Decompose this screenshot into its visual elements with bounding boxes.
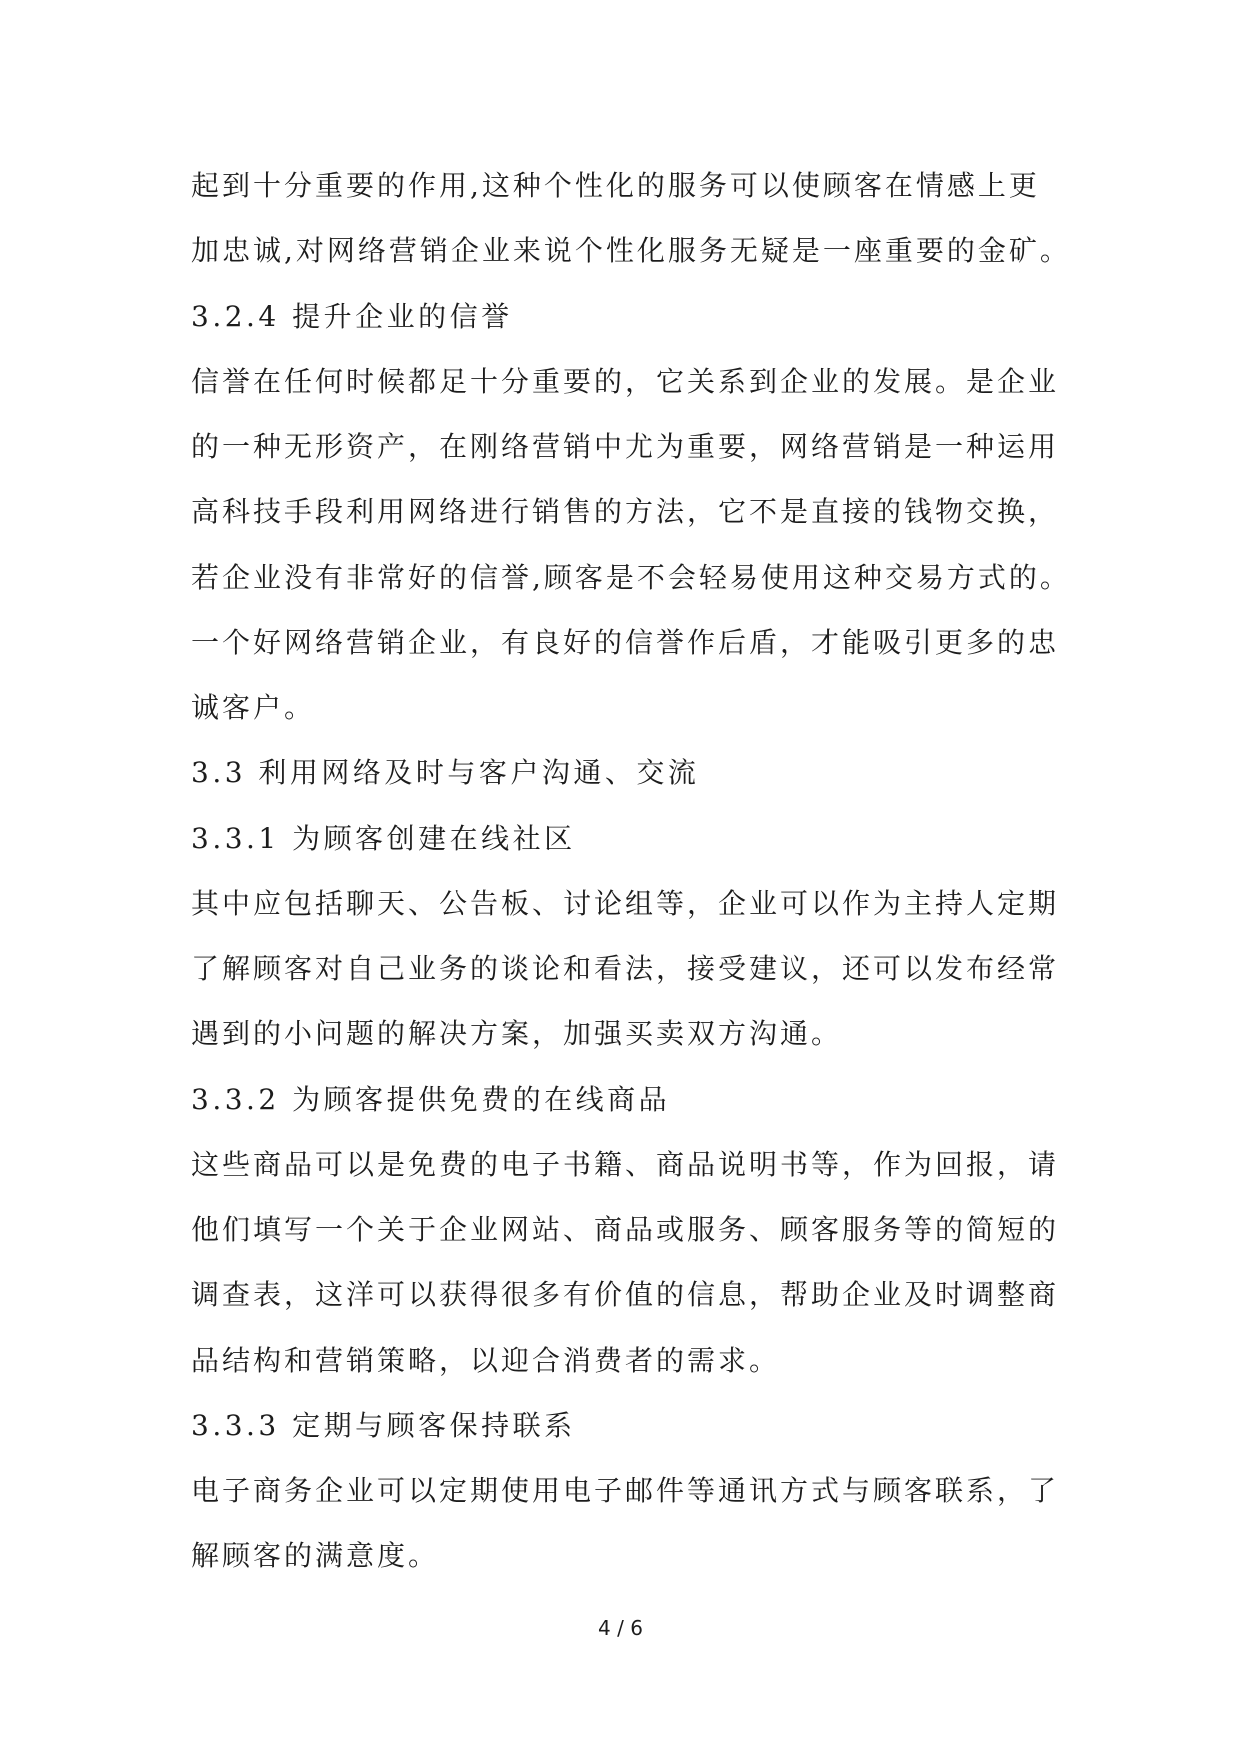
document-body <box>191 153 1191 1589</box>
section-3-3-3 <box>191 1393 1191 1589</box>
paragraph-line: 其中应包括聊天、公告板、讨论组等，企业可以作为主持人定期 <box>191 886 1060 920</box>
paragraph-line: 若企业没有非常好的信誉,顾客是不会轻易使用这种交易方式的。 <box>191 560 1071 594</box>
section-3-3 <box>191 740 1191 805</box>
paragraph-line: 加忠诚,对网络营销企业来说个性化服务无疑是一座重要的金矿。 <box>191 234 1071 268</box>
paragraph-line: 高科技手段利用网络进行销售的方法，它不是直接的钱物交换， <box>191 495 1060 529</box>
paragraph-line: 他们填写一个关于企业网站、商品或服务、顾客服务等的简短的 <box>191 1213 1060 1246</box>
paragraph-line: 调查表，这洋可以获得很多有价值的信息，帮助企业及时调整商 <box>191 1278 1060 1312</box>
section-3-3-1 <box>191 806 1191 1067</box>
section-3-2-4 <box>191 284 1191 741</box>
section-heading: 3.3.2 为顾客提供免费的在线商品 <box>191 1082 671 1116</box>
paragraph-line: 遇到的小问题的解决方案，加强买卖双方沟通。 <box>191 1017 843 1051</box>
paragraph-line: 的一种无形资产，在刚络营销中尤为重要，网络营销是一种运用 <box>191 430 1060 463</box>
paragraph-line: 解顾客的满意度。 <box>191 1539 440 1573</box>
section-heading: 3.3.3 定期与顾客保持联系 <box>191 1408 576 1442</box>
paragraph-line: 诚客户。 <box>191 691 316 724</box>
paragraph-line: 起到十分重要的作用,这种个性化的服务可以使顾客在情感上更 <box>191 169 1040 202</box>
section-3-3-2 <box>191 1067 1191 1393</box>
paragraph-line: 了解顾客对自己业务的谈论和看法，接受建议，还可以发布经常 <box>191 952 1060 985</box>
paragraph-line: 信誉在任何时候都足十分重要的，它关系到企业的发展。是企业 <box>191 364 1060 398</box>
section-heading: 3.3 利用网络及时与客户沟通、交流 <box>191 756 700 790</box>
paragraph-personalized-service <box>191 153 1191 284</box>
paragraph-line: 电子商务企业可以定期使用电子邮件等通讯方式与顾客联系，了 <box>191 1474 1060 1507</box>
paragraph-line: 这些商品可以是免费的电子书籍、商品说明书等，作为回报，请 <box>191 1147 1060 1181</box>
section-heading: 3.3.1 为顾客创建在线社区 <box>191 821 576 855</box>
paragraph-line: 一个好网络营销企业，有良好的信誉作后盾，才能吸引更多的忠 <box>191 625 1060 659</box>
paragraph-line: 品结构和营销策略，以迎合消费者的需求。 <box>191 1343 781 1377</box>
page-number: 4 / 6 <box>598 1616 643 1640</box>
section-heading: 3.2.4 提升企业的信誉 <box>191 299 513 333</box>
